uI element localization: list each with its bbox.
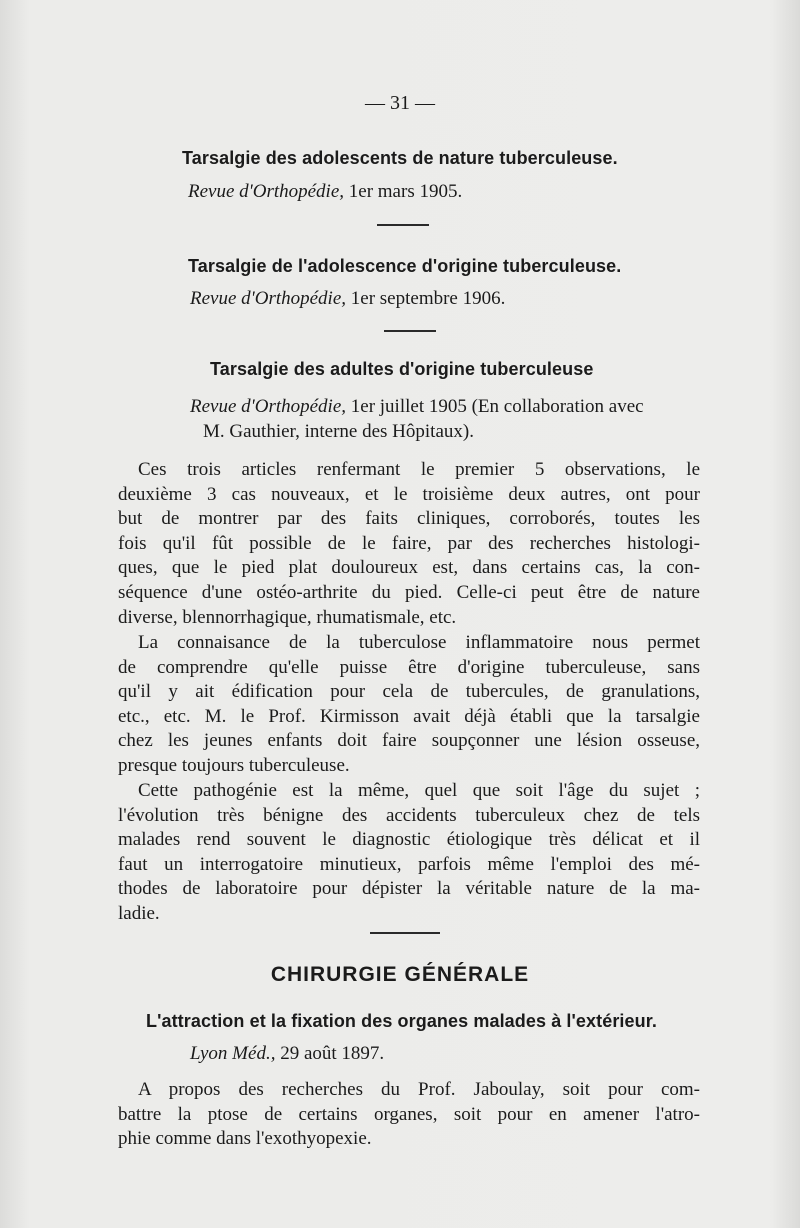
text-line: phie comme dans l'exothyopexie. [118,1128,372,1150]
entry-2-journal: Revue d'Orthopédie, [190,288,347,309]
text-line: Cette pathogénie est la même, quel que soit l'âge du sujet ; [138,780,700,801]
text-line: etc., etc. M. le Prof. Kirmisson avait déjà établi que la tarsalgie [118,705,700,727]
paragraph-3 [118,779,700,927]
section-entry-journal: Lyon Méd., [190,1043,276,1064]
text-line: chez les jeunes enfants doit faire soupçonner une lésion osseuse, [118,730,700,752]
entry-2-reference [190,288,505,310]
divider-3 [370,932,440,934]
text-line: ques, que le pied plat douloureux est, dans certains cas, la con- [118,557,700,579]
text-line: deuxième 3 cas nouveaux, et le troisième deux autres, ont pour [118,483,700,505]
text-line: de comprendre qu'elle puisse être d'origine tuberculeuse, sans [118,656,700,678]
text-line: thodes de laboratoire pour dépister la véritable nature de la ma- [118,878,700,900]
entry-3-collaborator: M. Gauthier, interne des Hôpitaux). [203,421,474,442]
text-line: faut un interrogatoire minutieux, parfois même l'emploi des mé- [118,853,700,875]
divider-2 [384,330,436,332]
text-line: but de montrer par des faits cliniques, corroborés, toutes les [118,508,700,530]
entry-2-title: Tarsalgie de l'adolescence d'origine tuberculeuse. [188,256,622,276]
text-line: Ces trois articles renfermant le premier 5 observations, le [138,459,700,480]
section-entry-title: L'attraction et la fixation des organes malades à l'extérieur. [146,1011,657,1031]
entry-1-date: 1er mars 1905. [348,181,463,202]
text-line: malades rend souvent le diagnostic étiologique très délicat et il [118,829,700,851]
paragraph-4 [118,1078,700,1152]
divider-1 [377,224,429,226]
text-line: l'évolution très bénigne des accidents tuberculeux chez de tels [118,804,700,826]
entry-1-reference [188,181,462,203]
text-line: séquence d'une ostéo-arthrite du pied. Celle-ci peut être de nature [118,581,700,603]
text-line: qu'il y ait édification pour cela de tubercules, de granulations, [118,681,700,703]
section-title: CHIRURGIE GÉNÉRALE [270,963,530,986]
text-line: diverse, blennorrhagique, rhumatismale, etc. [118,606,457,628]
text-line: battre la ptose de certains organes, soit pour en amener l'atro- [118,1103,700,1125]
text-line: ladie. [118,902,160,924]
entry-1-journal: Revue d'Orthopédie, [188,181,345,202]
section-entry-date: 29 août 1897. [280,1043,385,1064]
paragraph-2 [118,631,700,779]
entry-1-title: Tarsalgie des adolescents de nature tuberculeuse. [182,148,618,168]
section-entry-reference [190,1043,384,1065]
paragraph-1 [118,458,700,630]
entry-3-reference [190,396,644,418]
text-line: La connaisance de la tuberculose inflammatoire nous permet [138,632,700,653]
entry-3-title: Tarsalgie des adultes d'origine tuberculeuse [210,359,594,379]
page-number: — 31 — [365,92,435,114]
text-line: presque toujours tuberculeuse. [118,754,350,776]
entry-2-date: 1er septembre 1906. [350,288,506,309]
text-line: A propos des recherches du Prof. Jaboulay, soit pour com- [138,1079,700,1100]
entry-3-journal: Revue d'Orthopédie, [190,396,347,417]
text-line: fois qu'il fût possible de le faire, par des recherches histologi- [118,532,700,554]
entry-3-date: 1er juillet 1905 (En collaboration avec [350,396,644,417]
